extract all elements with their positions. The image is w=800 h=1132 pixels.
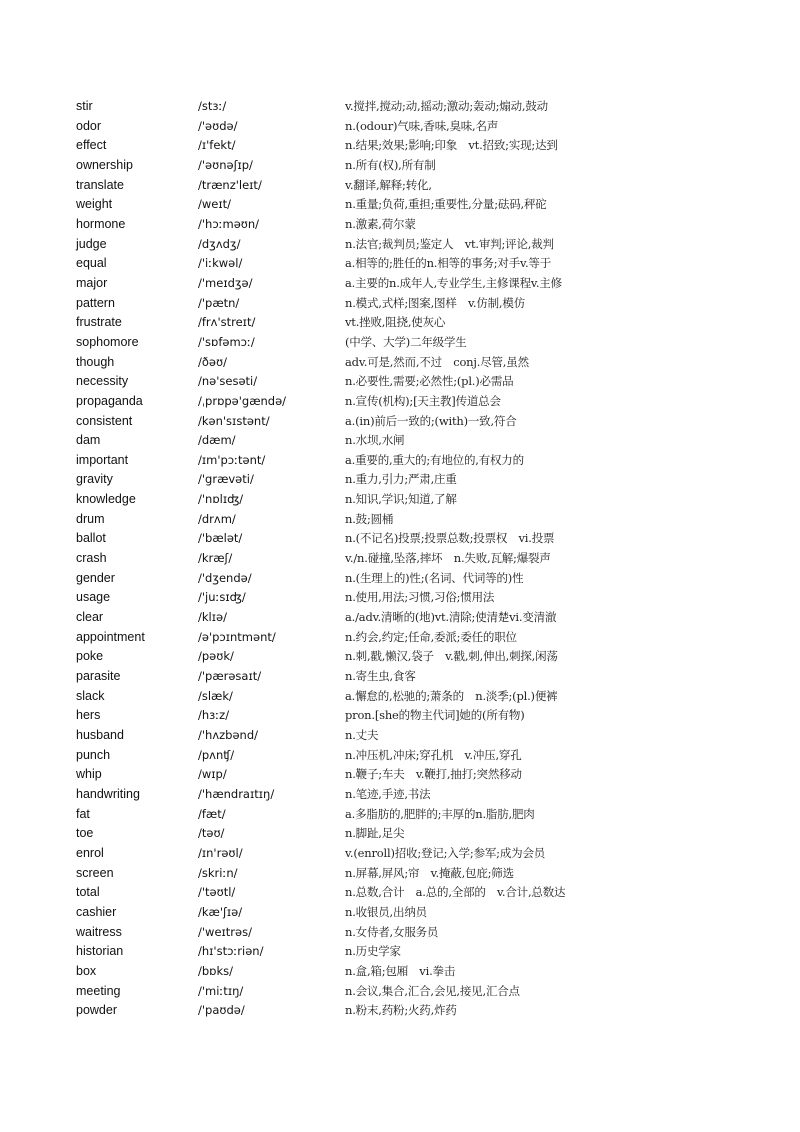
vocab-row bbox=[76, 294, 636, 314]
vocab-row bbox=[76, 195, 636, 215]
vocab-word: important bbox=[76, 452, 129, 467]
vocab-phonetic: /frʌ'streɪt/ bbox=[198, 315, 256, 330]
vocab-word: dam bbox=[76, 433, 101, 448]
vocab-word: total bbox=[76, 885, 100, 900]
vocab-row bbox=[76, 117, 636, 137]
vocab-definition: n.盒,箱;包厢 vi.拳击 bbox=[345, 963, 456, 978]
vocab-phonetic: /'paʊdə/ bbox=[198, 1003, 245, 1018]
vocab-word: historian bbox=[76, 944, 124, 959]
vocab-word: knowledge bbox=[76, 492, 136, 507]
vocab-definition: n.笔迹,手迹,书法 bbox=[345, 786, 431, 801]
vocab-row bbox=[76, 215, 636, 235]
vocab-phonetic: /ðəʊ/ bbox=[198, 354, 227, 369]
vocab-word: ballot bbox=[76, 531, 106, 546]
vocab-word: frustrate bbox=[76, 315, 122, 330]
vocab-definition: v.(enroll)招收;登记;入学;参军;成为会员 bbox=[345, 845, 546, 860]
vocab-phonetic: /ə'pɔɪntmənt/ bbox=[198, 629, 276, 644]
vocab-definition: a./adv.清晰的(地)vt.清除;使清楚vi.变清澈 bbox=[345, 610, 557, 625]
vocab-word: gender bbox=[76, 570, 115, 585]
vocab-row bbox=[76, 805, 636, 825]
vocab-word: drum bbox=[76, 511, 105, 526]
vocab-row bbox=[76, 785, 636, 805]
vocab-word: propaganda bbox=[76, 393, 143, 408]
vocab-phonetic: /kən'sɪstənt/ bbox=[198, 413, 270, 428]
vocab-phonetic: /ɪ'fekt/ bbox=[198, 138, 236, 153]
vocab-phonetic: /'təʊtl/ bbox=[198, 885, 236, 900]
vocab-phonetic: /'juːsɪʤ/ bbox=[198, 590, 246, 605]
vocab-row bbox=[76, 608, 636, 628]
vocab-definition: a.相等的;胜任的n.相等的事务;对手v.等于 bbox=[345, 256, 552, 271]
vocab-row bbox=[76, 490, 636, 510]
vocab-phonetic: /'miːtɪŋ/ bbox=[198, 983, 244, 998]
vocab-definition: n.鼓;圆桶 bbox=[345, 511, 394, 526]
vocab-word: hormone bbox=[76, 216, 126, 231]
vocab-word: necessity bbox=[76, 374, 129, 389]
vocab-row bbox=[76, 667, 636, 687]
vocab-phonetic: /skriːn/ bbox=[198, 865, 238, 880]
vocab-phonetic: /kræʃ/ bbox=[198, 551, 233, 566]
vocab-phonetic: /'bælət/ bbox=[198, 531, 243, 546]
vocab-definition: n.结果;效果;影响;印象 vt.招致;实现;达到 bbox=[345, 138, 558, 153]
vocab-row bbox=[76, 353, 636, 373]
vocabulary-list bbox=[76, 97, 636, 1021]
vocab-definition: a.多脂肪的,肥胖的;丰厚的n.脂肪,肥肉 bbox=[345, 806, 535, 821]
vocab-phonetic: /'pætn/ bbox=[198, 295, 240, 310]
vocab-word: handwriting bbox=[76, 786, 140, 801]
vocab-definition: n.历史学家 bbox=[345, 944, 401, 959]
vocab-phonetic: /'grævəti/ bbox=[198, 472, 254, 487]
vocab-row bbox=[76, 313, 636, 333]
vocab-phonetic: /trænz'leɪt/ bbox=[198, 177, 262, 192]
vocab-word: waitress bbox=[76, 924, 122, 939]
vocab-row bbox=[76, 982, 636, 1002]
vocab-row bbox=[76, 431, 636, 451]
vocab-phonetic: /wɪp/ bbox=[198, 767, 227, 782]
vocab-phonetic: /təʊ/ bbox=[198, 826, 225, 841]
vocab-definition: n.水坝,水闸 bbox=[345, 433, 405, 448]
vocab-row bbox=[76, 549, 636, 569]
vocab-word: whip bbox=[76, 767, 102, 782]
vocab-phonetic: /fæt/ bbox=[198, 806, 226, 821]
vocab-definition: n.刺,戳,懒汉,袋子 v.戳,刺,伸出,刺探,闲荡 bbox=[345, 649, 558, 664]
vocab-phonetic: /'pærəsaɪt/ bbox=[198, 669, 262, 684]
vocab-row bbox=[76, 864, 636, 884]
vocab-word: consistent bbox=[76, 413, 133, 428]
vocab-row bbox=[76, 942, 636, 962]
vocab-definition: n.收银员,出纳员 bbox=[345, 904, 427, 919]
vocab-row bbox=[76, 746, 636, 766]
vocab-phonetic: /'sɒfəmɔː/ bbox=[198, 334, 255, 349]
vocab-word: screen bbox=[76, 865, 114, 880]
vocab-phonetic: /pʌnʧ/ bbox=[198, 747, 235, 762]
vocab-phonetic: /bɒks/ bbox=[198, 963, 233, 978]
vocab-row bbox=[76, 451, 636, 471]
vocab-row bbox=[76, 254, 636, 274]
vocab-word: poke bbox=[76, 649, 104, 664]
vocab-word: translate bbox=[76, 177, 124, 192]
vocab-word: hers bbox=[76, 708, 101, 723]
vocab-row bbox=[76, 824, 636, 844]
vocab-word: clear bbox=[76, 610, 104, 625]
vocab-row bbox=[76, 235, 636, 255]
vocab-definition: a.重要的,重大的;有地位的,有权力的 bbox=[345, 452, 524, 467]
vocab-definition: n.必要性,需要;必然性;(pl.)必需品 bbox=[345, 374, 514, 389]
vocab-definition: n.粉末,药粉;火药,炸药 bbox=[345, 1003, 457, 1018]
vocab-row bbox=[76, 470, 636, 490]
vocab-phonetic: /nə'sesəti/ bbox=[198, 374, 258, 389]
vocab-definition: n.激素,荷尔蒙 bbox=[345, 216, 416, 231]
vocab-phonetic: /kæ'ʃɪə/ bbox=[198, 904, 243, 919]
vocab-phonetic: /'hɔːməʊn/ bbox=[198, 216, 260, 231]
vocab-word: husband bbox=[76, 728, 124, 742]
vocab-phonetic: /'hʌzbənd/ bbox=[198, 728, 259, 742]
vocab-word: stir bbox=[76, 99, 93, 113]
vocab-definition: adv.可是,然而,不过 conj.尽管,虽然 bbox=[345, 354, 529, 369]
vocab-row bbox=[76, 765, 636, 785]
vocab-definition: n.冲压机,冲床;穿孔机 v.冲压,穿孔 bbox=[345, 747, 522, 762]
vocab-row bbox=[76, 706, 636, 726]
vocab-row bbox=[76, 588, 636, 608]
vocab-row bbox=[76, 392, 636, 412]
vocab-row bbox=[76, 844, 636, 864]
vocab-phonetic: /'iːkwəl/ bbox=[198, 256, 243, 271]
vocab-word: pattern bbox=[76, 295, 115, 310]
vocab-row bbox=[76, 136, 636, 156]
vocab-word: enrol bbox=[76, 845, 104, 860]
vocab-phonetic: /dʒʌdʒ/ bbox=[198, 236, 241, 251]
vocab-row bbox=[76, 726, 636, 746]
vocab-word: effect bbox=[76, 138, 107, 153]
vocab-definition: n.约会,约定;任命,委派;委任的职位 bbox=[345, 629, 517, 644]
vocab-row bbox=[76, 923, 636, 943]
vocab-phonetic: /ɪm'pɔːtənt/ bbox=[198, 452, 266, 467]
vocab-word: crash bbox=[76, 551, 107, 566]
vocab-row bbox=[76, 529, 636, 549]
vocab-row bbox=[76, 903, 636, 923]
vocab-word: major bbox=[76, 275, 108, 290]
vocab-definition: n.法官;裁判员;鉴定人 vt.审判;评论,裁判 bbox=[345, 236, 554, 251]
vocab-word: powder bbox=[76, 1003, 117, 1018]
vocab-definition: n.重力,引力;严肃,庄重 bbox=[345, 472, 457, 487]
vocab-row bbox=[76, 883, 636, 903]
vocab-definition: (中学、大学)二年级学生 bbox=[345, 334, 467, 349]
vocab-phonetic: /'əʊdə/ bbox=[198, 118, 238, 133]
vocab-phonetic: /'weɪtrəs/ bbox=[198, 924, 252, 939]
vocab-row bbox=[76, 628, 636, 648]
vocab-word: judge bbox=[76, 236, 107, 251]
vocab-definition: n.(生理上的)性;(名词、代词等的)性 bbox=[345, 570, 524, 585]
vocab-row bbox=[76, 274, 636, 294]
vocab-definition: n.会议,集合,汇合,会见,接见,汇合点 bbox=[345, 983, 520, 998]
vocab-definition: n.模式,式样;图案,图样 v.仿制,模仿 bbox=[345, 295, 525, 310]
vocab-word: appointment bbox=[76, 629, 145, 644]
vocab-row bbox=[76, 372, 636, 392]
vocab-definition: n.脚趾,足尖 bbox=[345, 826, 405, 841]
vocab-definition: n.总数,合计 a.总的,全部的 v.合计,总数达 bbox=[345, 885, 566, 900]
vocab-word: weight bbox=[76, 197, 113, 212]
vocab-definition: a.主要的n.成年人,专业学生,主修课程v.主修 bbox=[345, 275, 562, 290]
vocab-definition: n.所有(权),所有制 bbox=[345, 157, 436, 172]
vocab-word: fat bbox=[76, 806, 90, 821]
vocab-definition: n.鞭子;车夫 v.鞭打,抽打;突然移动 bbox=[345, 767, 522, 782]
vocab-definition: v.翻译,解释;转化, bbox=[345, 177, 432, 192]
vocab-word: odor bbox=[76, 118, 102, 133]
vocab-phonetic: /'əʊnəʃɪp/ bbox=[198, 157, 253, 172]
vocab-definition: a.懈怠的,松驰的;萧条的 n.淡季;(pl.)便裤 bbox=[345, 688, 558, 703]
vocab-definition: n.宣传(机构);[天主教]传道总会 bbox=[345, 393, 501, 408]
vocab-definition: vt.挫败,阻挠,使灰心 bbox=[345, 315, 446, 330]
vocab-phonetic: /hɜːz/ bbox=[198, 708, 230, 723]
vocab-definition: n.使用,用法;习惯,习俗;惯用法 bbox=[345, 590, 495, 605]
vocab-phonetic: /'meɪdʒə/ bbox=[198, 275, 253, 290]
vocab-word: gravity bbox=[76, 472, 113, 487]
vocab-definition: n.丈夫 bbox=[345, 728, 379, 742]
vocab-phonetic: /ˌprɒpə'gændə/ bbox=[198, 393, 287, 408]
vocab-definition: pron.[she的物主代词]她的(所有物) bbox=[345, 708, 525, 723]
vocab-word: parasite bbox=[76, 669, 121, 684]
vocab-word: equal bbox=[76, 256, 107, 271]
vocab-definition: n.屏幕,屏风;帘 v.掩蔽,包庇;筛选 bbox=[345, 865, 514, 880]
vocab-phonetic: /hɪ'stɔːriən/ bbox=[198, 944, 264, 959]
vocab-definition: n.知识,学识;知道,了解 bbox=[345, 492, 457, 507]
vocab-definition: v./n.碰撞,坠落,摔坏 n.失败,瓦解;爆裂声 bbox=[345, 551, 551, 566]
vocab-row bbox=[76, 156, 636, 176]
vocab-definition: v.搅拌,搅动;动,摇动;激动;轰动;煽动,鼓动 bbox=[345, 99, 548, 113]
vocab-definition: n.(odour)气味,香味,臭味,名声 bbox=[345, 118, 499, 133]
vocab-phonetic: /klɪə/ bbox=[198, 610, 227, 625]
vocab-definition: n.重量;负荷,重担;重要性,分量;砝码,秤砣 bbox=[345, 197, 547, 212]
vocab-row bbox=[76, 569, 636, 589]
vocab-word: though bbox=[76, 354, 115, 369]
vocab-row bbox=[76, 1001, 636, 1021]
vocab-word: sophomore bbox=[76, 334, 139, 349]
vocab-word: punch bbox=[76, 747, 111, 762]
vocab-definition: n.寄生虫,食客 bbox=[345, 669, 416, 684]
vocab-row bbox=[76, 176, 636, 196]
vocab-phonetic: /weɪt/ bbox=[198, 197, 232, 212]
vocab-word: meeting bbox=[76, 983, 121, 998]
vocab-row bbox=[76, 97, 636, 117]
vocab-row bbox=[76, 687, 636, 707]
vocab-phonetic: /slæk/ bbox=[198, 688, 233, 703]
vocab-row bbox=[76, 962, 636, 982]
vocab-word: cashier bbox=[76, 904, 117, 919]
vocab-definition: a.(in)前后一致的;(with)一致,符合 bbox=[345, 413, 517, 428]
vocab-definition: n.(不记名)投票;投票总数;投票权 vi.投票 bbox=[345, 531, 555, 546]
vocab-phonetic: /drʌm/ bbox=[198, 511, 236, 526]
vocab-phonetic: /'nɒlɪʤ/ bbox=[198, 492, 244, 507]
vocab-phonetic: /'dʒendə/ bbox=[198, 570, 252, 585]
vocab-row bbox=[76, 333, 636, 353]
vocab-word: box bbox=[76, 963, 97, 978]
vocab-word: ownership bbox=[76, 157, 133, 172]
vocab-definition: n.女侍者,女服务员 bbox=[345, 924, 439, 939]
vocab-row bbox=[76, 647, 636, 667]
vocab-row bbox=[76, 510, 636, 530]
vocab-phonetic: /ɪn'rəʊl/ bbox=[198, 845, 243, 860]
vocab-phonetic: /dæm/ bbox=[198, 433, 236, 448]
vocab-word: toe bbox=[76, 826, 94, 841]
vocab-phonetic: /stɜː/ bbox=[198, 99, 227, 113]
vocab-word: slack bbox=[76, 688, 105, 703]
vocab-word: usage bbox=[76, 590, 111, 605]
vocab-row bbox=[76, 412, 636, 432]
vocab-phonetic: /pəʊk/ bbox=[198, 649, 234, 664]
vocab-phonetic: /'hændraɪtɪŋ/ bbox=[198, 786, 275, 801]
